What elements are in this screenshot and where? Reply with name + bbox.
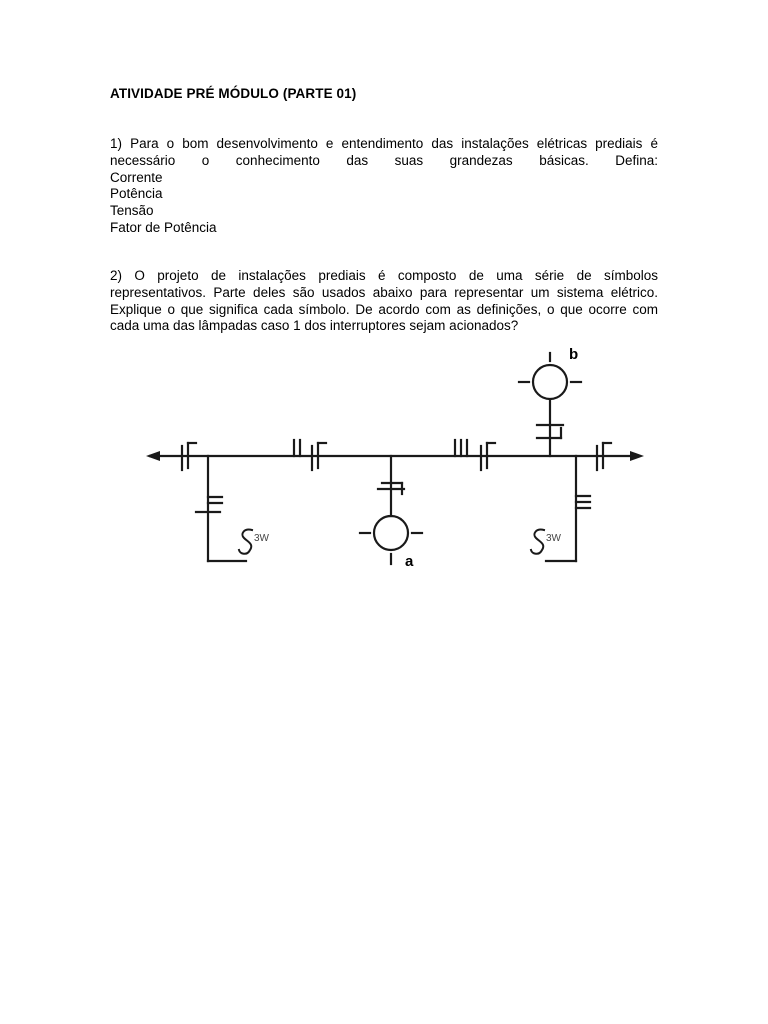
lamp-b-branch bbox=[537, 400, 563, 456]
left-switch-branch bbox=[196, 456, 246, 561]
right-switch-icon bbox=[531, 530, 544, 554]
question-2-line-2: representativos. Parte deles são usados abaixo para representar um sistema elétrico. bbox=[110, 284, 658, 300]
definition-item: Tensão bbox=[110, 203, 154, 219]
lamp-a-label: a bbox=[405, 553, 414, 570]
question-2-line-4: cada uma das lâmpadas caso 1 dos interruptores sejam acionados? bbox=[110, 318, 519, 334]
definition-item: Potência bbox=[110, 186, 163, 202]
question-1-line-1: 1) Para o bom desenvolvimento e entendimento das instalações elétricas prediais é bbox=[110, 136, 658, 151]
switch-right-sub: 3W bbox=[546, 533, 561, 544]
definition-item: Fator de Potência bbox=[110, 219, 217, 235]
right-switch-branch bbox=[546, 456, 590, 561]
lamp-a-branch bbox=[378, 456, 404, 516]
question-2-line-1: 2) O projeto de instalações prediais é composto de uma série de símbolos bbox=[110, 268, 658, 283]
question-2-line-3: Explique o que significa cada símbolo. De acordo com as definições, o que ocorre com bbox=[110, 301, 658, 317]
left-arrow-icon bbox=[146, 451, 160, 461]
lamp-b-label: b bbox=[569, 346, 579, 363]
document-title: ATIVIDADE PRÉ MÓDULO (PARTE 01) bbox=[110, 86, 357, 101]
definition-item: Corrente bbox=[110, 169, 163, 185]
right-arrow-icon bbox=[630, 451, 644, 461]
switch-left-sub: 3W bbox=[254, 533, 269, 544]
question-1-line-2: necessário o conhecimento das suas grandezas básicas. Defina: bbox=[110, 152, 658, 168]
left-switch-icon bbox=[239, 530, 252, 554]
